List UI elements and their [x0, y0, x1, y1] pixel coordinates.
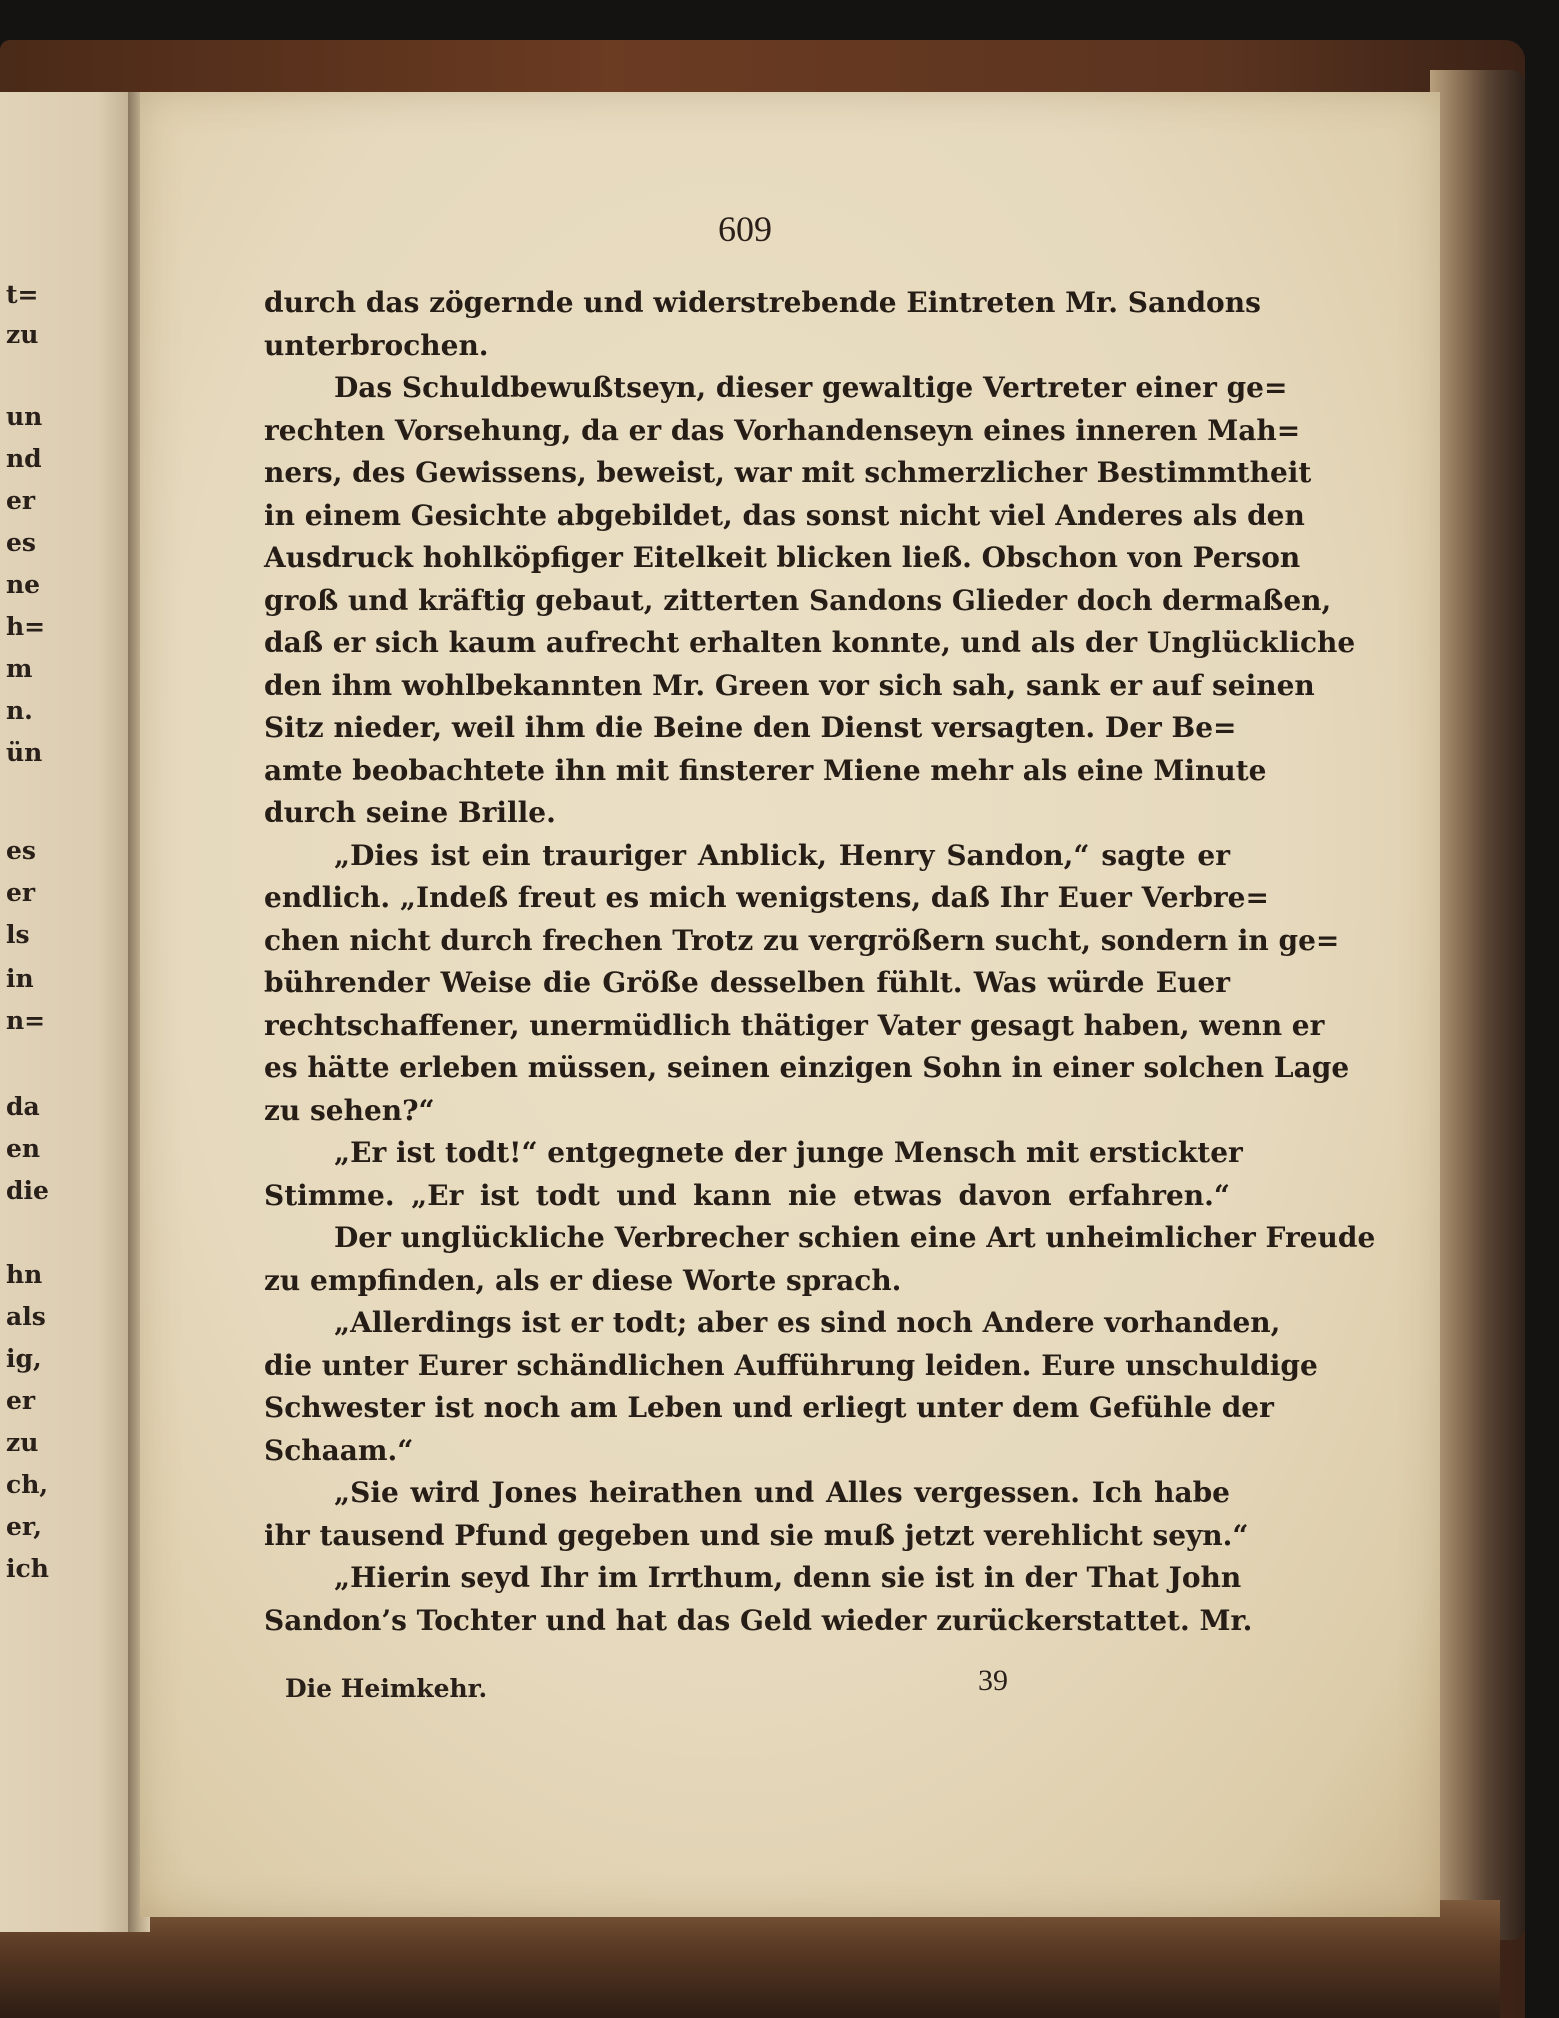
left-fragment: ne: [6, 570, 41, 599]
text-line: bührender Weise die Größe desselben fühlt. Was würde Euer: [264, 966, 1230, 999]
text-line: „Sie wird Jones heirathen und Alles vergessen. Ich habe: [334, 1476, 1230, 1509]
text-line: zu empfinden, als er diese Worte sprach.: [264, 1263, 902, 1297]
left-fragment: n.: [6, 696, 33, 725]
page-number: 609: [718, 209, 772, 249]
left-fragment: ün: [6, 738, 43, 767]
text-line: rechtschaffener, unermüdlich thätiger Vater gesagt haben, wenn er: [264, 1008, 1325, 1042]
text-line: den ihm wohlbekannten Mr. Green vor sich sah, sank er auf seinen: [264, 668, 1315, 702]
left-fragment: er: [6, 878, 36, 907]
page-body-text: [264, 282, 1376, 1642]
left-fragment: es: [6, 836, 36, 865]
left-page-fragments: [0, 92, 140, 1932]
text-line: chen nicht durch frechen Trotz zu vergrößern sucht, sondern in ge=: [264, 923, 1340, 957]
text-line: Sandon’s Tochter und hat das Geld wieder zurückerstattet. Mr.: [264, 1603, 1253, 1637]
left-fragment: h=: [6, 612, 46, 641]
text-line: rechten Vorsehung, da er das Vorhandenseyn eines inneren Mah=: [264, 413, 1301, 447]
text-line: Stimme. „Er ist todt und kann nie etwas davon erfahren.“: [264, 1178, 1230, 1212]
left-fragment: er: [6, 1386, 36, 1415]
text-line: ihr tausend Pfund gegeben und sie muß jetzt verehlicht seyn.“: [264, 1518, 1249, 1552]
text-line: amte beobachtete ihn mit finsterer Miene mehr als eine Minute: [264, 753, 1267, 787]
left-fragment: er: [6, 486, 36, 515]
left-fragment: in: [6, 964, 34, 993]
left-fragment: nd: [6, 444, 42, 473]
text-line: endlich. „Indeß freut es mich wenigstens, daß Ihr Euer Verbre=: [264, 881, 1269, 914]
book-bottom-edge: [0, 1900, 1500, 2018]
left-page: [0, 92, 140, 1932]
left-fragment: ig,: [6, 1344, 42, 1373]
left-fragment: en: [6, 1134, 41, 1163]
left-fragment: zu: [6, 320, 39, 349]
text-line: es hätte erleben müssen, seinen einzigen Sohn in einer solchen Lage: [264, 1051, 1350, 1084]
text-line: die unter Eurer schändlichen Aufführung leiden. Eure unschuldige: [264, 1348, 1318, 1382]
text-line: groß und kräftig gebaut, zitterten Sandons Glieder doch dermaßen,: [264, 583, 1332, 617]
left-fragment: m: [6, 654, 33, 683]
sheet-number: 39: [978, 1664, 1008, 1697]
left-fragment: un: [6, 402, 43, 431]
left-fragment: hn: [6, 1260, 43, 1289]
left-fragment: er,: [6, 1512, 42, 1541]
text-line: in einem Gesichte abgebildet, das sonst nicht viel Anderes als den: [264, 498, 1305, 532]
left-fragment: ch,: [6, 1470, 49, 1499]
left-fragment: zu: [6, 1428, 39, 1457]
text-line: zu sehen?“: [264, 1093, 435, 1127]
text-line: Ausdruck hohlköpfiger Eitelkeit blicken ließ. Obschon von Person: [264, 541, 1301, 574]
left-fragment: es: [6, 528, 36, 557]
footer-signature: Die Heimkehr.: [285, 1674, 488, 1703]
left-fragment: ls: [6, 920, 30, 949]
text-line: Das Schuldbewußtseyn, dieser gewaltige Vertreter einer ge=: [334, 371, 1288, 404]
text-line: daß er sich kaum aufrecht erhalten konnte, und als der Unglückliche: [264, 626, 1356, 659]
page-edges: [1430, 70, 1525, 1940]
text-line: „Dies ist ein trauriger Anblick, Henry Sandon,“ sagte er: [334, 838, 1230, 872]
text-line: Schaam.“: [264, 1433, 414, 1467]
text-line: unterbrochen.: [264, 328, 489, 362]
text-line: „Er ist todt!“ entgegnete der junge Mensch mit erstickter: [334, 1136, 1243, 1169]
text-line: Sitz nieder, weil ihm die Beine den Dienst versagten. Der Be=: [264, 711, 1237, 744]
text-line: durch das zögernde und widerstrebende Eintreten Mr. Sandons: [264, 286, 1261, 319]
left-fragment: t=: [6, 280, 39, 309]
left-fragment: die: [6, 1176, 49, 1205]
left-fragment: da: [6, 1092, 40, 1121]
text-line: „Allerdings ist er todt; aber es sind noch Andere vorhanden,: [334, 1306, 1281, 1339]
text-line: durch seine Brille.: [264, 796, 556, 829]
left-fragment: als: [6, 1302, 46, 1331]
text-line: Schwester ist noch am Leben und erliegt unter dem Gefühle der: [264, 1391, 1274, 1424]
left-fragment: n=: [6, 1006, 46, 1035]
text-line: Der unglückliche Verbrecher schien eine Art unheimlicher Freude: [334, 1221, 1376, 1254]
text-line: ners, des Gewissens, beweist, war mit schmerzlicher Bestimmtheit: [264, 456, 1312, 489]
left-fragment: ich: [6, 1554, 49, 1583]
text-line: „Hierin seyd Ihr im Irrthum, denn sie ist in der That John: [334, 1561, 1242, 1594]
